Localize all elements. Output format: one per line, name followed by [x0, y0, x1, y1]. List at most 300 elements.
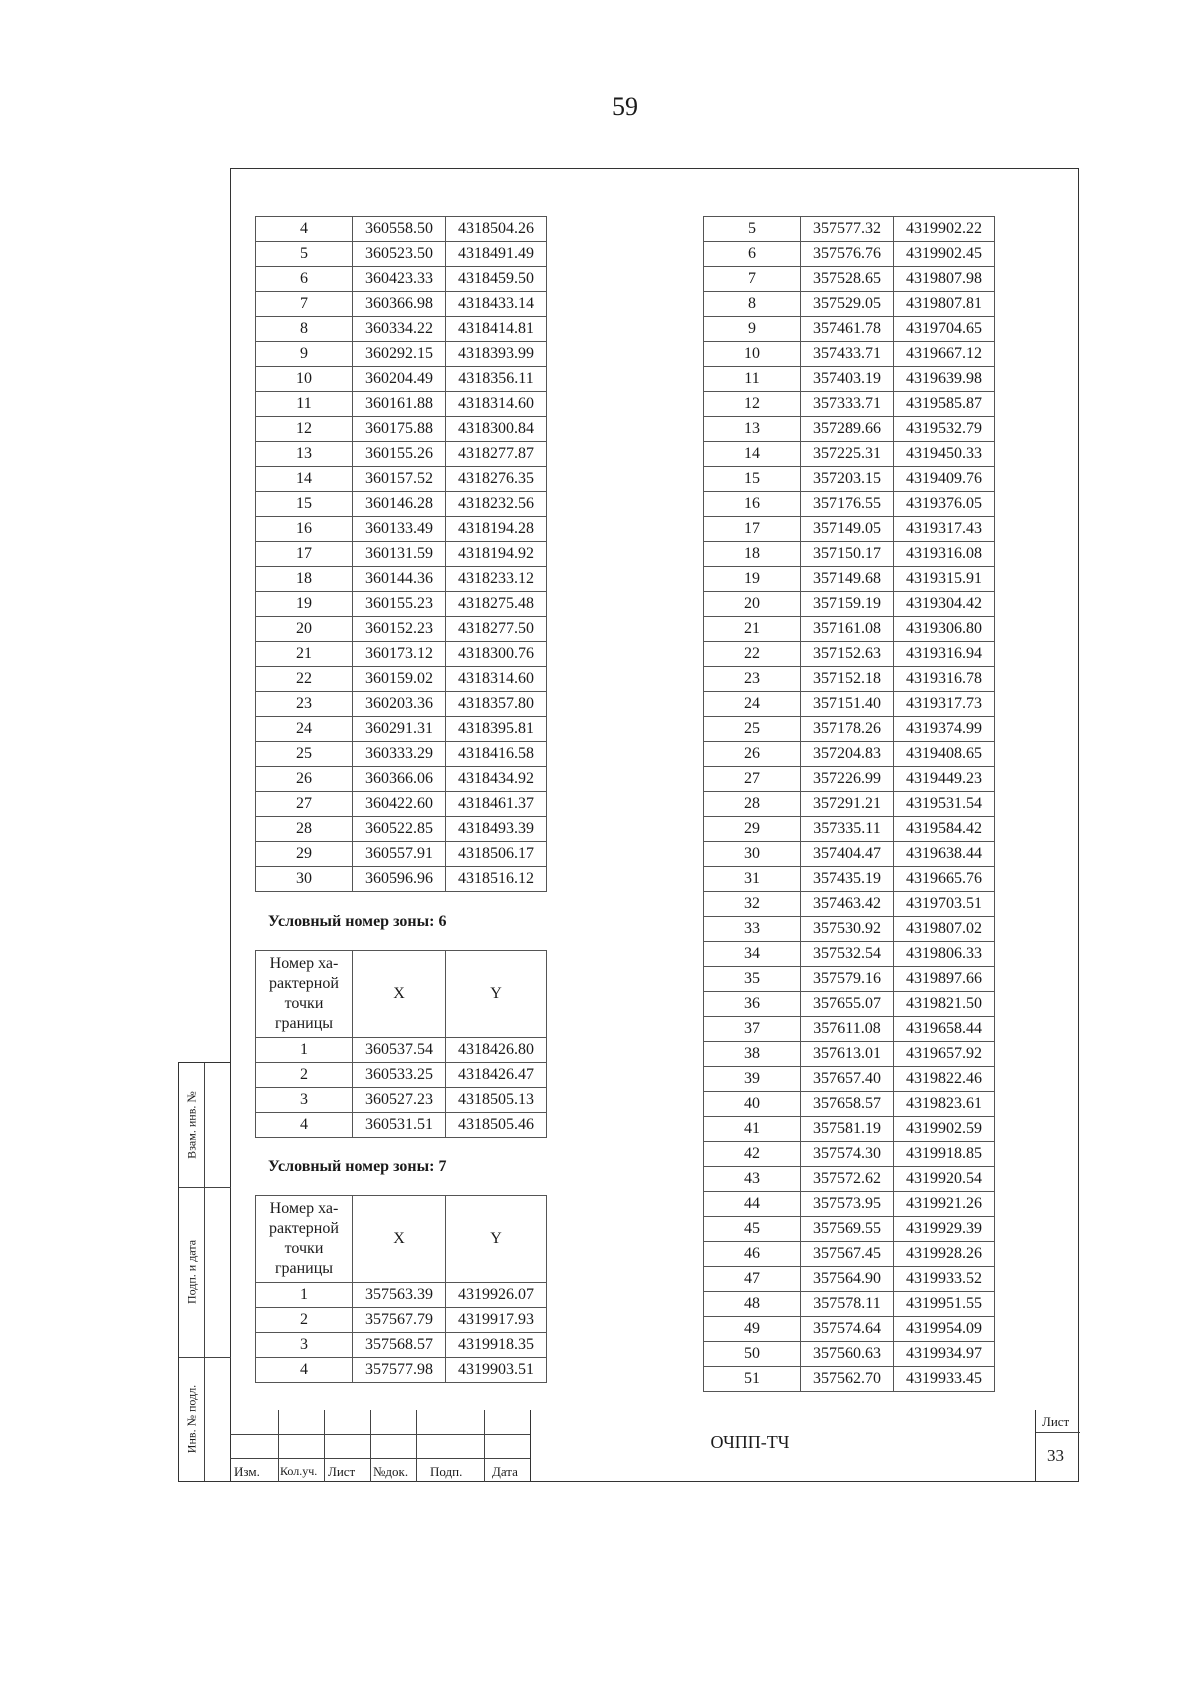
table-row — [704, 892, 995, 917]
x-coordinate-cell: 360131.59 — [353, 542, 446, 567]
point-number-cell: 25 — [256, 742, 353, 767]
table-row — [256, 217, 547, 242]
y-coordinate-cell: 4319917.93 — [446, 1308, 547, 1333]
y-coordinate-cell: 4319951.55 — [894, 1292, 995, 1317]
point-number-cell: 20 — [256, 617, 353, 642]
point-number-cell: 14 — [704, 442, 801, 467]
table-row — [256, 542, 547, 567]
zone-7-title: Условный номер зоны: 7 — [268, 1158, 447, 1175]
x-coordinate-cell: 360159.02 — [353, 667, 446, 692]
header-point-number: Номер ха-рактерной точки границы — [256, 951, 353, 1038]
table-row — [256, 517, 547, 542]
point-number-cell: 27 — [704, 767, 801, 792]
table-row — [704, 692, 995, 717]
sheet-label: Лист — [1042, 1414, 1070, 1429]
table-row — [704, 1342, 995, 1367]
table-row — [704, 567, 995, 592]
y-coordinate-cell: 4319902.22 — [894, 217, 995, 242]
y-coordinate-cell: 4318194.92 — [446, 542, 547, 567]
x-coordinate-cell: 360161.88 — [353, 392, 446, 417]
y-coordinate-cell: 4318277.50 — [446, 617, 547, 642]
table-row — [256, 1113, 547, 1138]
stamp-col-date: Дата — [492, 1464, 518, 1479]
y-coordinate-cell: 4319897.66 — [894, 967, 995, 992]
point-number-cell: 4 — [256, 217, 353, 242]
table-row — [704, 592, 995, 617]
y-coordinate-cell: 4319928.26 — [894, 1242, 995, 1267]
point-number-cell: 32 — [704, 892, 801, 917]
x-coordinate-cell: 360133.49 — [353, 517, 446, 542]
table-row — [704, 317, 995, 342]
point-number-cell: 18 — [704, 542, 801, 567]
y-coordinate-cell: 4319823.61 — [894, 1092, 995, 1117]
table-row — [704, 1142, 995, 1167]
x-coordinate-cell: 357567.45 — [801, 1242, 894, 1267]
table-row — [704, 792, 995, 817]
point-number-cell: 47 — [704, 1267, 801, 1292]
table-row — [256, 667, 547, 692]
table-row — [256, 392, 547, 417]
point-number-cell: 22 — [704, 642, 801, 667]
point-number-cell: 13 — [256, 442, 353, 467]
table-row — [704, 1242, 995, 1267]
x-coordinate-cell: 357573.95 — [801, 1192, 894, 1217]
table-row — [256, 817, 547, 842]
header-point-number: Номер ха-рактерной точки границы — [256, 1196, 353, 1283]
table-row — [256, 792, 547, 817]
point-number-cell: 20 — [704, 592, 801, 617]
point-number-cell: 22 — [256, 667, 353, 692]
x-coordinate-cell: 357152.18 — [801, 667, 894, 692]
x-coordinate-cell: 360537.54 — [353, 1038, 446, 1063]
x-coordinate-cell: 360146.28 — [353, 492, 446, 517]
point-number-cell: 44 — [704, 1192, 801, 1217]
table-row — [704, 217, 995, 242]
y-coordinate-cell: 4318275.48 — [446, 592, 547, 617]
y-coordinate-cell: 4318395.81 — [446, 717, 547, 742]
zone-6-title: Условный номер зоны: 6 — [268, 913, 447, 930]
point-number-cell: 12 — [704, 392, 801, 417]
stamp-col-sheet: Лист — [328, 1464, 356, 1479]
point-number-cell: 15 — [256, 492, 353, 517]
side-label-inventory: Инв. № подл. — [184, 1384, 198, 1454]
y-coordinate-cell: 4318504.26 — [446, 217, 547, 242]
point-number-cell: 42 — [704, 1142, 801, 1167]
point-number-cell: 24 — [704, 692, 801, 717]
point-number-cell: 19 — [256, 592, 353, 617]
document-code: ОЧПП-ТЧ — [710, 1432, 790, 1452]
table-row — [256, 367, 547, 392]
y-coordinate-cell: 4318300.76 — [446, 642, 547, 667]
y-coordinate-cell: 4319918.35 — [446, 1333, 547, 1358]
table-row — [704, 1117, 995, 1142]
y-coordinate-cell: 4319585.87 — [894, 392, 995, 417]
sheet-box — [1035, 1410, 1080, 1482]
y-coordinate-cell: 4318516.12 — [446, 867, 547, 892]
point-number-cell: 21 — [256, 642, 353, 667]
point-number-cell: 10 — [704, 342, 801, 367]
x-coordinate-cell: 357528.65 — [801, 267, 894, 292]
table-row — [704, 1167, 995, 1192]
x-coordinate-cell: 357568.57 — [353, 1333, 446, 1358]
point-number-cell: 37 — [704, 1017, 801, 1042]
x-coordinate-cell: 357151.40 — [801, 692, 894, 717]
point-number-cell: 48 — [704, 1292, 801, 1317]
point-number-cell: 7 — [704, 267, 801, 292]
y-coordinate-cell: 4318276.35 — [446, 467, 547, 492]
table-row — [704, 542, 995, 567]
point-number-cell: 4 — [256, 1358, 353, 1383]
table-row — [704, 242, 995, 267]
x-coordinate-cell: 357655.07 — [801, 992, 894, 1017]
x-coordinate-cell: 360596.96 — [353, 867, 446, 892]
x-coordinate-cell: 360204.49 — [353, 367, 446, 392]
y-coordinate-cell: 4318194.28 — [446, 517, 547, 542]
point-number-cell: 17 — [704, 517, 801, 542]
x-coordinate-cell: 357613.01 — [801, 1042, 894, 1067]
table-row — [704, 342, 995, 367]
table-row — [256, 342, 547, 367]
stamp-col-signature: Подп. — [430, 1464, 463, 1479]
y-coordinate-cell: 4319933.45 — [894, 1367, 995, 1392]
y-coordinate-cell: 4319821.50 — [894, 992, 995, 1017]
stamp-col-docnum: №док. — [373, 1464, 409, 1479]
x-coordinate-cell: 357658.57 — [801, 1092, 894, 1117]
y-coordinate-cell: 4318416.58 — [446, 742, 547, 767]
y-coordinate-cell: 4318459.50 — [446, 267, 547, 292]
point-number-cell: 25 — [704, 717, 801, 742]
point-number-cell: 26 — [704, 742, 801, 767]
table-row — [704, 517, 995, 542]
x-coordinate-cell: 357203.15 — [801, 467, 894, 492]
x-coordinate-cell: 357530.92 — [801, 917, 894, 942]
point-number-cell: 1 — [256, 1038, 353, 1063]
x-coordinate-cell: 357463.42 — [801, 892, 894, 917]
y-coordinate-cell: 4319531.54 — [894, 792, 995, 817]
x-coordinate-cell: 357574.64 — [801, 1317, 894, 1342]
table-row — [704, 292, 995, 317]
table-row — [256, 467, 547, 492]
table-row — [256, 1038, 547, 1063]
side-label-replacement: Взам. инв. № — [184, 1091, 198, 1159]
side-label-signature: Подп. и дата — [184, 1239, 198, 1305]
x-coordinate-cell: 357289.66 — [801, 417, 894, 442]
table-header-row — [256, 951, 547, 1038]
x-coordinate-cell: 357576.76 — [801, 242, 894, 267]
point-number-cell: 5 — [704, 217, 801, 242]
header-y: Y — [446, 951, 547, 1038]
table-row — [256, 642, 547, 667]
table-row — [256, 1333, 547, 1358]
point-number-cell: 39 — [704, 1067, 801, 1092]
point-number-cell: 33 — [704, 917, 801, 942]
x-coordinate-cell: 357435.19 — [801, 867, 894, 892]
stamp-col-quantity: Кол.уч. — [280, 1464, 318, 1478]
point-number-cell: 21 — [704, 617, 801, 642]
x-coordinate-cell: 360175.88 — [353, 417, 446, 442]
point-number-cell: 24 — [256, 717, 353, 742]
x-coordinate-cell: 357433.71 — [801, 342, 894, 367]
point-number-cell: 2 — [256, 1308, 353, 1333]
y-coordinate-cell: 4318434.92 — [446, 767, 547, 792]
zone-6-table — [255, 950, 547, 1138]
x-coordinate-cell: 357204.83 — [801, 742, 894, 767]
y-coordinate-cell: 4319918.85 — [894, 1142, 995, 1167]
x-coordinate-cell: 360144.36 — [353, 567, 446, 592]
table-row — [704, 842, 995, 867]
table-row — [256, 1063, 547, 1088]
coordinates-table-continued — [255, 216, 547, 892]
y-coordinate-cell: 4319317.43 — [894, 517, 995, 542]
point-number-cell: 3 — [256, 1088, 353, 1113]
page-number: 59 — [612, 92, 638, 121]
y-coordinate-cell: 4319704.65 — [894, 317, 995, 342]
table-row — [704, 717, 995, 742]
point-number-cell: 11 — [704, 367, 801, 392]
y-coordinate-cell: 4318356.11 — [446, 367, 547, 392]
point-number-cell: 43 — [704, 1167, 801, 1192]
y-coordinate-cell: 4318314.60 — [446, 667, 547, 692]
y-coordinate-cell: 4319316.08 — [894, 542, 995, 567]
point-number-cell: 1 — [256, 1283, 353, 1308]
x-coordinate-cell: 360152.23 — [353, 617, 446, 642]
table-row — [704, 1317, 995, 1342]
table-row — [704, 1292, 995, 1317]
table-row — [704, 1367, 995, 1392]
x-coordinate-cell: 360366.06 — [353, 767, 446, 792]
side-stamp — [178, 1062, 231, 1482]
point-number-cell: 41 — [704, 1117, 801, 1142]
x-coordinate-cell: 357560.63 — [801, 1342, 894, 1367]
y-coordinate-cell: 4319316.94 — [894, 642, 995, 667]
point-number-cell: 9 — [256, 342, 353, 367]
x-coordinate-cell: 360155.26 — [353, 442, 446, 467]
x-coordinate-cell: 357159.19 — [801, 592, 894, 617]
y-coordinate-cell: 4318505.46 — [446, 1113, 547, 1138]
table-row — [704, 917, 995, 942]
x-coordinate-cell: 357333.71 — [801, 392, 894, 417]
header-x: X — [353, 1196, 446, 1283]
x-coordinate-cell: 357161.08 — [801, 617, 894, 642]
x-coordinate-cell: 357657.40 — [801, 1067, 894, 1092]
point-number-cell: 3 — [256, 1333, 353, 1358]
point-number-cell: 29 — [256, 842, 353, 867]
x-coordinate-cell: 360157.52 — [353, 467, 446, 492]
y-coordinate-cell: 4319584.42 — [894, 817, 995, 842]
x-coordinate-cell: 357577.32 — [801, 217, 894, 242]
point-number-cell: 50 — [704, 1342, 801, 1367]
y-coordinate-cell: 4318505.13 — [446, 1088, 547, 1113]
table-row — [256, 842, 547, 867]
point-number-cell: 11 — [256, 392, 353, 417]
x-coordinate-cell: 357149.05 — [801, 517, 894, 542]
x-coordinate-cell: 357225.31 — [801, 442, 894, 467]
x-coordinate-cell: 357178.26 — [801, 717, 894, 742]
y-coordinate-cell: 4318314.60 — [446, 392, 547, 417]
x-coordinate-cell: 357563.39 — [353, 1283, 446, 1308]
table-row — [256, 417, 547, 442]
x-coordinate-cell: 357578.11 — [801, 1292, 894, 1317]
point-number-cell: 23 — [704, 667, 801, 692]
x-coordinate-cell: 360523.50 — [353, 242, 446, 267]
y-coordinate-cell: 4319450.33 — [894, 442, 995, 467]
y-coordinate-cell: 4319822.46 — [894, 1067, 995, 1092]
y-coordinate-cell: 4319667.12 — [894, 342, 995, 367]
table-row — [704, 742, 995, 767]
y-coordinate-cell: 4319657.92 — [894, 1042, 995, 1067]
table-row — [256, 1308, 547, 1333]
point-number-cell: 45 — [704, 1217, 801, 1242]
x-coordinate-cell: 360334.22 — [353, 317, 446, 342]
x-coordinate-cell: 357569.55 — [801, 1217, 894, 1242]
point-number-cell: 15 — [704, 467, 801, 492]
y-coordinate-cell: 4319921.26 — [894, 1192, 995, 1217]
point-number-cell: 8 — [704, 292, 801, 317]
x-coordinate-cell: 360533.25 — [353, 1063, 446, 1088]
y-coordinate-cell: 4319408.65 — [894, 742, 995, 767]
table-row — [704, 642, 995, 667]
point-number-cell: 6 — [704, 242, 801, 267]
header-x: X — [353, 951, 446, 1038]
point-number-cell: 35 — [704, 967, 801, 992]
point-number-cell: 38 — [704, 1042, 801, 1067]
y-coordinate-cell: 4319929.39 — [894, 1217, 995, 1242]
x-coordinate-cell: 360333.29 — [353, 742, 446, 767]
table-row — [256, 442, 547, 467]
table-row — [704, 417, 995, 442]
x-coordinate-cell: 357562.70 — [801, 1367, 894, 1392]
table-row — [704, 1092, 995, 1117]
stamp-col-change: Изм. — [234, 1464, 260, 1479]
y-coordinate-cell: 4319639.98 — [894, 367, 995, 392]
y-coordinate-cell: 4319807.81 — [894, 292, 995, 317]
point-number-cell: 5 — [256, 242, 353, 267]
table-row — [704, 492, 995, 517]
point-number-cell: 13 — [704, 417, 801, 442]
x-coordinate-cell: 357403.19 — [801, 367, 894, 392]
x-coordinate-cell: 360423.33 — [353, 267, 446, 292]
table-row — [256, 1358, 547, 1383]
table-row — [704, 767, 995, 792]
y-coordinate-cell: 4319532.79 — [894, 417, 995, 442]
side-strip-blank-column — [204, 1063, 231, 1481]
point-number-cell: 16 — [256, 517, 353, 542]
x-coordinate-cell: 357404.47 — [801, 842, 894, 867]
y-coordinate-cell: 4319902.59 — [894, 1117, 995, 1142]
point-number-cell: 23 — [256, 692, 353, 717]
y-coordinate-cell: 4318300.84 — [446, 417, 547, 442]
point-number-cell: 2 — [256, 1063, 353, 1088]
y-coordinate-cell: 4319665.76 — [894, 867, 995, 892]
table-row — [704, 1017, 995, 1042]
x-coordinate-cell: 360155.23 — [353, 592, 446, 617]
x-coordinate-cell: 357461.78 — [801, 317, 894, 342]
y-coordinate-cell: 4319409.76 — [894, 467, 995, 492]
table-row — [704, 667, 995, 692]
revision-grid — [230, 1410, 531, 1482]
y-coordinate-cell: 4318491.49 — [446, 242, 547, 267]
y-coordinate-cell: 4318461.37 — [446, 792, 547, 817]
point-number-cell: 16 — [704, 492, 801, 517]
table-row — [704, 367, 995, 392]
x-coordinate-cell: 357574.30 — [801, 1142, 894, 1167]
side-cell-signature — [179, 1187, 204, 1358]
table-row — [256, 567, 547, 592]
x-coordinate-cell: 357335.11 — [801, 817, 894, 842]
table-row — [256, 742, 547, 767]
x-coordinate-cell: 357572.62 — [801, 1167, 894, 1192]
point-number-cell: 9 — [704, 317, 801, 342]
x-coordinate-cell: 360557.91 — [353, 842, 446, 867]
header-y: Y — [446, 1196, 547, 1283]
x-coordinate-cell: 357564.90 — [801, 1267, 894, 1292]
point-number-cell: 40 — [704, 1092, 801, 1117]
table-row — [704, 1217, 995, 1242]
point-number-cell: 14 — [256, 467, 353, 492]
zone-7-table — [255, 1195, 547, 1383]
side-cell-replacement — [179, 1063, 204, 1188]
point-number-cell: 18 — [256, 567, 353, 592]
table-row — [256, 717, 547, 742]
table-row — [256, 317, 547, 342]
table-row — [704, 1067, 995, 1092]
table-row — [256, 1088, 547, 1113]
x-coordinate-cell: 360422.60 — [353, 792, 446, 817]
side-cell-inventory — [179, 1357, 204, 1481]
table-row — [704, 442, 995, 467]
y-coordinate-cell: 4319306.80 — [894, 617, 995, 642]
point-number-cell: 4 — [256, 1113, 353, 1138]
table-row — [704, 267, 995, 292]
table-row — [256, 242, 547, 267]
table-row — [256, 767, 547, 792]
y-coordinate-cell: 4319316.78 — [894, 667, 995, 692]
x-coordinate-cell: 360558.50 — [353, 217, 446, 242]
y-coordinate-cell: 4318493.39 — [446, 817, 547, 842]
point-number-cell: 17 — [256, 542, 353, 567]
point-number-cell: 12 — [256, 417, 353, 442]
x-coordinate-cell: 357226.99 — [801, 767, 894, 792]
table-row — [704, 467, 995, 492]
x-coordinate-cell: 360366.98 — [353, 292, 446, 317]
x-coordinate-cell: 357581.19 — [801, 1117, 894, 1142]
sheet-number: 33 — [1047, 1446, 1064, 1465]
y-coordinate-cell: 4319807.02 — [894, 917, 995, 942]
point-number-cell: 46 — [704, 1242, 801, 1267]
y-coordinate-cell: 4318357.80 — [446, 692, 547, 717]
y-coordinate-cell: 4319638.44 — [894, 842, 995, 867]
x-coordinate-cell: 360531.51 — [353, 1113, 446, 1138]
y-coordinate-cell: 4318233.12 — [446, 567, 547, 592]
x-coordinate-cell: 357567.79 — [353, 1308, 446, 1333]
y-coordinate-cell: 4318506.17 — [446, 842, 547, 867]
y-coordinate-cell: 4319658.44 — [894, 1017, 995, 1042]
x-coordinate-cell: 360203.36 — [353, 692, 446, 717]
table-row — [256, 692, 547, 717]
point-number-cell: 49 — [704, 1317, 801, 1342]
y-coordinate-cell: 4319920.54 — [894, 1167, 995, 1192]
y-coordinate-cell: 4318414.81 — [446, 317, 547, 342]
table-row — [704, 817, 995, 842]
table-row — [704, 1042, 995, 1067]
table-header-row — [256, 1196, 547, 1283]
x-coordinate-cell: 360527.23 — [353, 1088, 446, 1113]
coordinates-table-right — [703, 216, 995, 1392]
y-coordinate-cell: 4319933.52 — [894, 1267, 995, 1292]
y-coordinate-cell: 4318433.14 — [446, 292, 547, 317]
y-coordinate-cell: 4318426.80 — [446, 1038, 547, 1063]
table-row — [704, 967, 995, 992]
